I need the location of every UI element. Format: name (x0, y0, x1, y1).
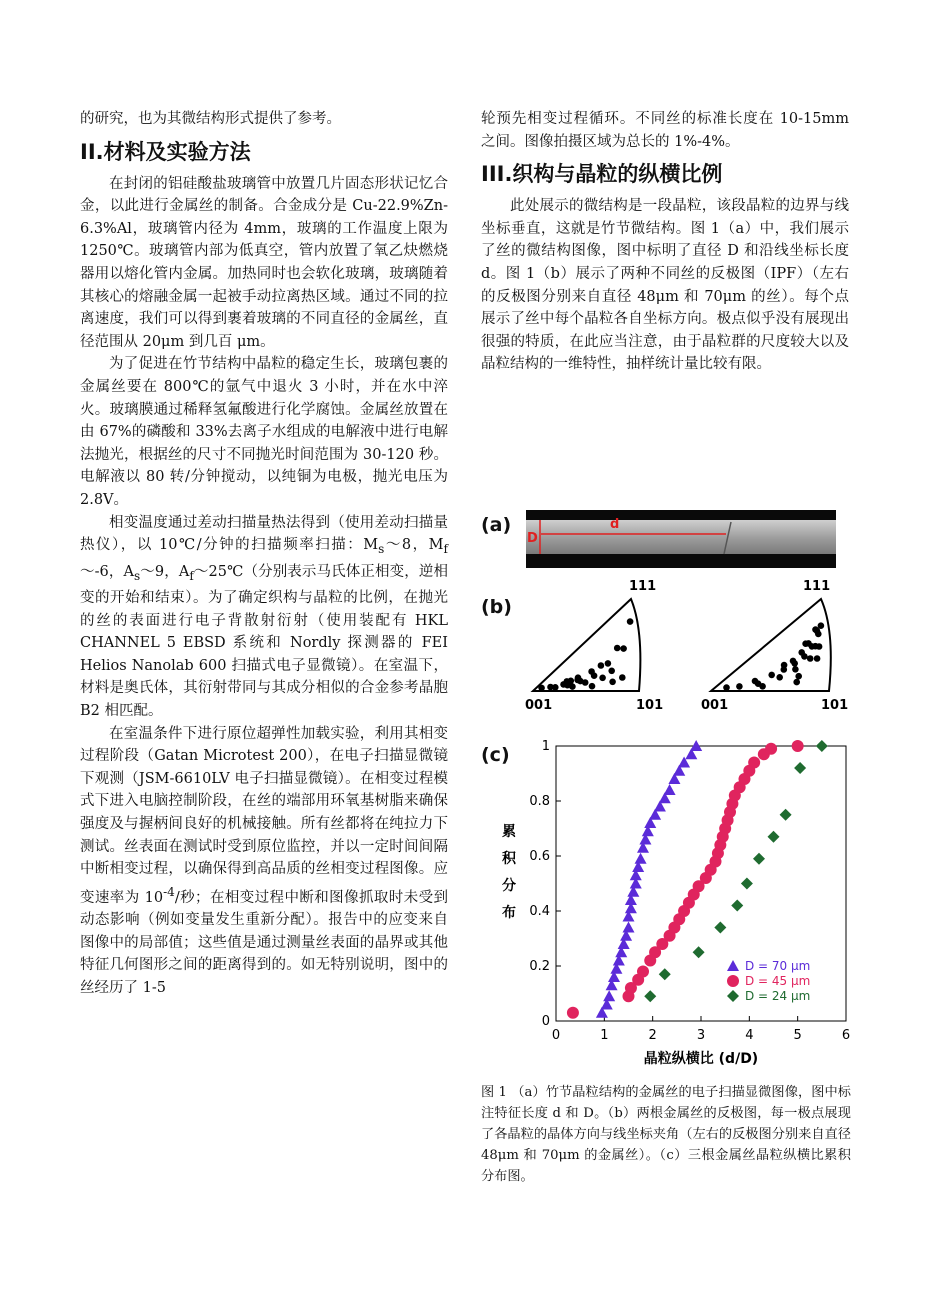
ipf-right-111: 111 (803, 579, 831, 594)
intro-fragment: 的研究，也为其微结构形式提供了参考。 (80, 111, 341, 127)
ipf-pole (814, 655, 821, 662)
ipf-pole (599, 675, 606, 682)
panel-label-b: (b) (481, 596, 512, 618)
ipf-pole (582, 679, 589, 686)
data-point-series-2 (731, 900, 743, 912)
legend-marker (727, 960, 739, 971)
legend-label: D = 24 μm (745, 989, 811, 1003)
ipf-pole (759, 683, 766, 690)
ipf-pole (589, 683, 596, 690)
data-point-series-0 (664, 784, 676, 795)
ipf-left (525, 579, 663, 713)
right-column (481, 108, 849, 376)
p3-text: ～-6，A (80, 563, 134, 580)
paragraph-1: 在封闭的铝硅酸盐玻璃管中放置几片固态形状记忆合金，以此进行金属丝的制备。合金成分是 Cu-22.9%Zn-6.3%Al，玻璃管内径为 4mm，玻璃的工作温度上限为 1250℃。玻璃管内部为低真空，管内放置了氧乙炔燃烧器用以熔化管内金属。加热同时也会软化玻璃，玻璃随着其核心的熔融金属一起被手动拉离热区域。通过不同的拉离速度，我们可以得到裹着玻璃的不同直径的金属丝，直径范围从 20μm 到几百 μm。 (80, 175, 448, 350)
ipf-pole (768, 672, 775, 679)
legend-marker (727, 975, 739, 987)
data-point-series-1 (567, 1007, 579, 1019)
p3-sub: s (378, 541, 385, 556)
paragraph-4 (80, 723, 448, 1000)
panel-label-c: (c) (481, 744, 510, 766)
data-point-series-1 (748, 757, 760, 769)
ipf-right-101: 101 (821, 698, 849, 713)
paragraph-2: 为了促进在竹节结构中晶粒的稳定生长，玻璃包裹的金属丝要在 800℃的氩气中退火 3 小时，并在水中淬火。玻璃膜通过稀释氢氟酸进行化学腐蚀。金属丝放置在由 67%的磷酸和 33%去离子水组成的电解液中进行电解法抛光，根据丝的尺寸不同抛光时间范围为 30-120 秒。电解液以 80 转/分钟搅动，以纯铜为电极，抛光电压为 2.8V。 (80, 356, 448, 508)
p3-text: ～8，M (384, 537, 444, 554)
data-point-series-2 (659, 968, 671, 980)
p3-text: 相变温度通过差动扫描量热法得到（使用差动扫描量热仪），以 10℃/分钟的扫描频率扫描：M (80, 514, 448, 554)
data-point-series-2 (768, 831, 780, 843)
data-point-series-2 (780, 809, 792, 821)
y-tick-label: 1 (541, 739, 550, 754)
x-tick-label: 1 (600, 1028, 609, 1043)
data-point-series-2 (794, 762, 806, 774)
sem-annotations (526, 510, 836, 568)
ipf-pole (598, 662, 605, 669)
x-tick-label: 0 (551, 1028, 561, 1043)
y-axis-label-char: 积 (502, 851, 516, 867)
legend-label: D = 70 μm (745, 959, 811, 973)
figure-caption: 图 1 （a）竹节晶粒结构的金属丝的电子扫描显微图像，图中标注特征长度 d 和 D。（b）两根金属丝的反极图，每一极点展现了各晶粒的晶体方向与线坐标夹角（左右的反极图分别来自直径 48μm 和 70μm 的金属丝）。（c）三根金属丝晶粒纵横比累积分布图。 (481, 1085, 851, 1184)
grain-boundary (724, 522, 731, 554)
x-tick-label: 3 (696, 1028, 706, 1043)
x-tick-label: 2 (648, 1028, 657, 1043)
cdf-legend (727, 959, 810, 1003)
data-point-series-0 (603, 990, 615, 1001)
y-axis-label-char: 累 (502, 824, 516, 840)
p3-text: ～9，A (140, 563, 190, 580)
ipf-pole (781, 662, 788, 669)
x-tick-label: 4 (745, 1028, 754, 1043)
data-point-series-1 (637, 966, 649, 978)
x-tick-label: 5 (793, 1028, 802, 1043)
y-axis-label-char: 分 (502, 878, 516, 894)
p4-text: /秒；在相变过程中断和图像抓取时未受到动态影响（例如变量发生重新分配）。报告中的应变来自图像中的局部值；这些值是通过测量丝表面的晶界或其他特征几何图形之间的距离得到的。如无特别说明，图中的丝经历了 1-5 (80, 889, 448, 996)
data-point-series-2 (714, 922, 726, 934)
ipf-pole (795, 673, 802, 680)
paragraph-continued: 轮预先相变过程循环。不同丝的标准长度在 10-15mm 之间。图像拍摄区域为总长的 1%-4%。 (481, 111, 849, 150)
y-tick-label: 0.8 (529, 794, 550, 809)
data-point-series-2 (753, 853, 765, 865)
ipf-right (701, 579, 848, 713)
x-tick-label: 6 (841, 1028, 851, 1043)
p3-sub: s (133, 568, 141, 583)
cdf-axes (502, 739, 850, 1066)
data-point-series-0 (623, 922, 635, 933)
ipf-pole (627, 618, 634, 625)
ipf-left-dots (538, 618, 633, 691)
data-point-series-2 (741, 878, 753, 890)
ipf-left-111: 111 (629, 579, 657, 594)
sem-label-D: D (527, 531, 538, 546)
legend-label: D = 45 μm (745, 974, 811, 988)
ipf-pole (723, 684, 730, 691)
p4-sup: -4 (163, 884, 175, 899)
y-tick-label: 0.4 (529, 904, 550, 919)
sem-image (526, 510, 836, 568)
ipf-pole (591, 672, 598, 679)
p3-text: ～25℃（分别表示马氏体正相变，逆相变的开始和结束）。为了确定织构与晶粒的比例，在抛光的丝的表面进行电子背散射衍射（使用装配有 HKL CHANNEL 5 EBSD 系统和 Nordly 探测器的 FEI Helios Nanolab 600 扫描式电子显微镜）。在室温下，材料是奥氏体，其衍射带同与其成分相似的合金参考晶胞 B2 相匹配。 (80, 563, 448, 720)
panel-label-a: (a) (481, 514, 512, 536)
x-axis-label: 晶粒纵横比 (d/D) (643, 1051, 759, 1066)
p4-text: 在室温条件下进行原位超弹性加载实验，利用其相变过程阶段（Gatan Microtest 200），在电子扫描显微镜下观测（JSM-6610LV 电子扫描显微镜）。在相变过程模式下进入电脑控制阶段，在丝的端部用环氧基树脂来确保强度及与握柄间良好的机械接触。所有丝都将在纯拉力下测试。丝表面在测试时受到原位监控，并以一定时间间隔中断相变过程，以确保得到高品质的丝相变过程图像。应变速率为 10 (80, 725, 448, 906)
ipf-pole (605, 660, 612, 667)
ipf-panel (481, 576, 851, 716)
data-point-series-0 (635, 853, 647, 864)
data-point-series-1 (792, 740, 804, 752)
ipf-pole (619, 674, 626, 681)
data-point-series-2 (644, 990, 656, 1002)
ipf-pole (793, 679, 800, 686)
data-point-series-2 (816, 740, 828, 752)
ipf-pole (807, 655, 814, 662)
ipf-pole (816, 643, 823, 650)
ipf-pole (791, 660, 798, 667)
ipf-pole (538, 685, 545, 692)
legend-marker (727, 990, 739, 1002)
ipf-pole (736, 683, 743, 690)
y-tick-label: 0 (541, 1014, 550, 1029)
y-axis-label-char: 布 (502, 905, 516, 921)
p3-sub: f (443, 541, 448, 556)
section-2-heading: II.材料及实验方法 (80, 139, 251, 164)
ipf-pole (802, 640, 809, 647)
ipf-pole (815, 631, 822, 638)
ipf-pole (608, 668, 615, 675)
data-point-series-1 (765, 743, 777, 755)
p3-sub: f (189, 568, 194, 583)
ipf-pole (620, 645, 627, 652)
sem-label-d: d (610, 517, 620, 532)
y-tick-label: 0.2 (529, 959, 550, 974)
paragraph-5: 此处展示的微结构是一段晶粒，该段晶粒的边界与线坐标垂直，这就是竹节微结构。图 1（a）中，我们展示了丝的微结构图像，图中标明了直径 D 和沿线坐标长度 d。图 1（b）展示了两种不同丝的反极图（IPF）（左右的反极图分别来自直径 48μm 和 70μm 的丝）。每个点展示了丝中每个晶粒各自坐标方向。极点似乎没有展现出很强的特质，在此应当注意，由于晶粒群的尺度较大以及晶粒结构的一维特性，抽样统计量比较有限。 (481, 198, 849, 373)
cdf-chart (481, 736, 851, 1066)
ipf-pole (552, 684, 559, 691)
paragraph-3 (80, 512, 448, 723)
ipf-right-001: 001 (701, 698, 729, 713)
ipf-pole (776, 674, 783, 681)
ipf-pole (792, 666, 799, 673)
y-tick-label: 0.6 (529, 849, 550, 864)
ipf-pole (569, 683, 576, 690)
ipf-left-001: 001 (525, 698, 553, 713)
ipf-pole (614, 645, 621, 652)
ipf-pole (801, 653, 808, 660)
left-column (80, 108, 448, 1000)
data-point-series-2 (693, 946, 705, 958)
section-3-heading: III.织构与晶粒的纵横比例 (481, 162, 723, 187)
ipf-right-dots (723, 622, 824, 691)
ipf-pole (609, 679, 616, 686)
ipf-pole (818, 622, 825, 629)
ipf-left-101: 101 (636, 698, 664, 713)
